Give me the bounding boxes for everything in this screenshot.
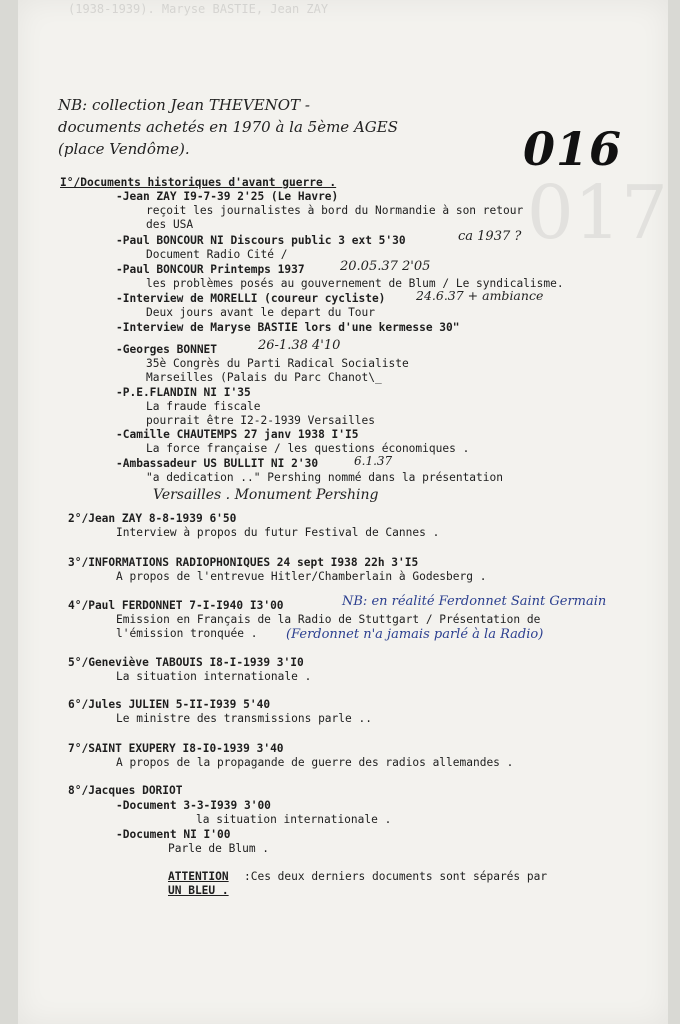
item-bullit-handwritten: 6.1.37	[354, 454, 393, 468]
item-morelli-line-1: Deux jours avant le depart du Tour	[146, 306, 376, 319]
section-5-line-1: La situation internationale .	[116, 670, 312, 683]
item-boncour-1-line-1: Document Radio Cité /	[146, 248, 288, 261]
item-bullit-handwritten-2: Versailles . Monument Pershing	[153, 487, 379, 503]
item-zay-line-1: reçoit les journalistes à bord du Normandie à son retour	[146, 204, 524, 217]
document-number: 016	[523, 122, 623, 176]
document-page	[18, 0, 668, 1024]
section-4-head: 4°/Paul FERDONNET 7-I-I940 I3'00	[68, 599, 284, 612]
section-2-line-1: Interview à propos du futur Festival de Cannes .	[116, 526, 440, 539]
section-4-line-2: l'émission tronquée .	[116, 627, 258, 640]
section-6-head: 6°/Jules JULIEN 5-II-I939 5'40	[68, 698, 271, 711]
section-6-line-1: Le ministre des transmissions parle ..	[116, 712, 372, 725]
item-bullit-head: -Ambassadeur US BULLIT NI 2'30	[116, 457, 319, 470]
item-morelli-head: -Interview de MORELLI (coureur cycliste)	[116, 292, 386, 305]
section-8-head: 8°/Jacques DORIOT	[68, 784, 183, 797]
section-8-doc-2: -Document NI I'00	[116, 828, 231, 841]
attention-label: ATTENTION	[168, 870, 229, 883]
item-zay-head: -Jean ZAY I9-7-39 2'25 (Le Havre)	[116, 190, 339, 203]
item-flandin-line-1: La fraude fiscale	[146, 400, 261, 413]
item-flandin-line-2: pourrait être I2-2-1939 Versailles	[146, 414, 376, 427]
item-bonnet-line-1: 35è Congrès du Parti Radical Socialiste	[146, 357, 409, 370]
section-4-line-1: Emission en Français de la Radio de Stuttgart / Présentation de	[116, 613, 541, 626]
attention-text: :Ces deux derniers documents sont séparés par	[244, 870, 548, 883]
item-zay-line-2: des USA	[146, 218, 194, 231]
item-boncour-1-head: -Paul BONCOUR NI Discours public 3 ext 5'30	[116, 234, 406, 247]
section-1-title: I°/Documents historiques d'avant guerre .	[60, 176, 337, 189]
handwritten-note-line-2: documents achetés en 1970 à la 5ème AGES	[58, 118, 398, 136]
item-bastie-head: -Interview de Maryse BASTIE lors d'une kermesse 30"	[116, 321, 460, 334]
item-chautemps-line-1: La force française / les questions économiques .	[146, 442, 470, 455]
item-morelli-handwritten: 24.6.37 + ambiance	[416, 288, 544, 303]
item-boncour-2-line-1: les problèmes posés au gouvernement de Blum / Le syndicalisme.	[146, 277, 564, 290]
item-boncour-1-handwritten: ca 1937 ?	[458, 229, 522, 244]
item-flandin-head: -P.E.FLANDIN NI I'35	[116, 386, 251, 399]
attention-line-2: UN BLEU .	[168, 884, 229, 897]
section-4-handwritten-note: NB: en réalité Ferdonnet Saint Germain	[342, 594, 607, 609]
section-3-line-1: A propos de l'entrevue Hitler/Chamberlain à Godesberg .	[116, 570, 487, 583]
bleed-through-text: (1938-1939). Maryse BASTIE, Jean ZAY	[68, 2, 329, 16]
section-7-head: 7°/SAINT EXUPERY I8-I0-1939 3'40	[68, 742, 284, 755]
section-4-handwritten-note-2: (Ferdonnet n'a jamais parlé à la Radio)	[286, 627, 544, 642]
section-8-doc-1: -Document 3-3-I939 3'00	[116, 799, 271, 812]
ghost-page-number: 017	[526, 170, 668, 256]
section-3-head: 3°/INFORMATIONS RADIOPHONIQUES 24 sept I938 22h 3'I5	[68, 556, 419, 569]
section-5-head: 5°/Geneviève TABOUIS I8-I-1939 3'I0	[68, 656, 304, 669]
handwritten-note-line-1: NB: collection Jean THEVENOT -	[58, 96, 310, 114]
item-boncour-2-head: -Paul BONCOUR Printemps 1937	[116, 263, 305, 276]
section-2-head: 2°/Jean ZAY 8-8-1939 6'50	[68, 512, 237, 525]
item-bonnet-handwritten: 26-1.38 4'10	[258, 338, 341, 353]
section-8-doc-2-line-1: Parle de Blum .	[168, 842, 270, 855]
section-7-line-1: A propos de la propagande de guerre des radios allemandes .	[116, 756, 514, 769]
handwritten-note-line-3: (place Vendôme).	[58, 140, 190, 158]
section-8-doc-1-line-1: la situation internationale .	[196, 813, 392, 826]
item-bonnet-line-2: Marseilles (Palais du Parc Chanot\_	[146, 371, 382, 384]
item-bonnet-head: -Georges BONNET	[116, 343, 218, 356]
item-chautemps-head: -Camille CHAUTEMPS 27 janv 1938 I'I5	[116, 428, 359, 441]
item-bullit-line-1: "a dedication .." Pershing nommé dans la présentation	[146, 471, 503, 484]
item-boncour-2-handwritten: 20.05.37 2'05	[340, 259, 431, 274]
